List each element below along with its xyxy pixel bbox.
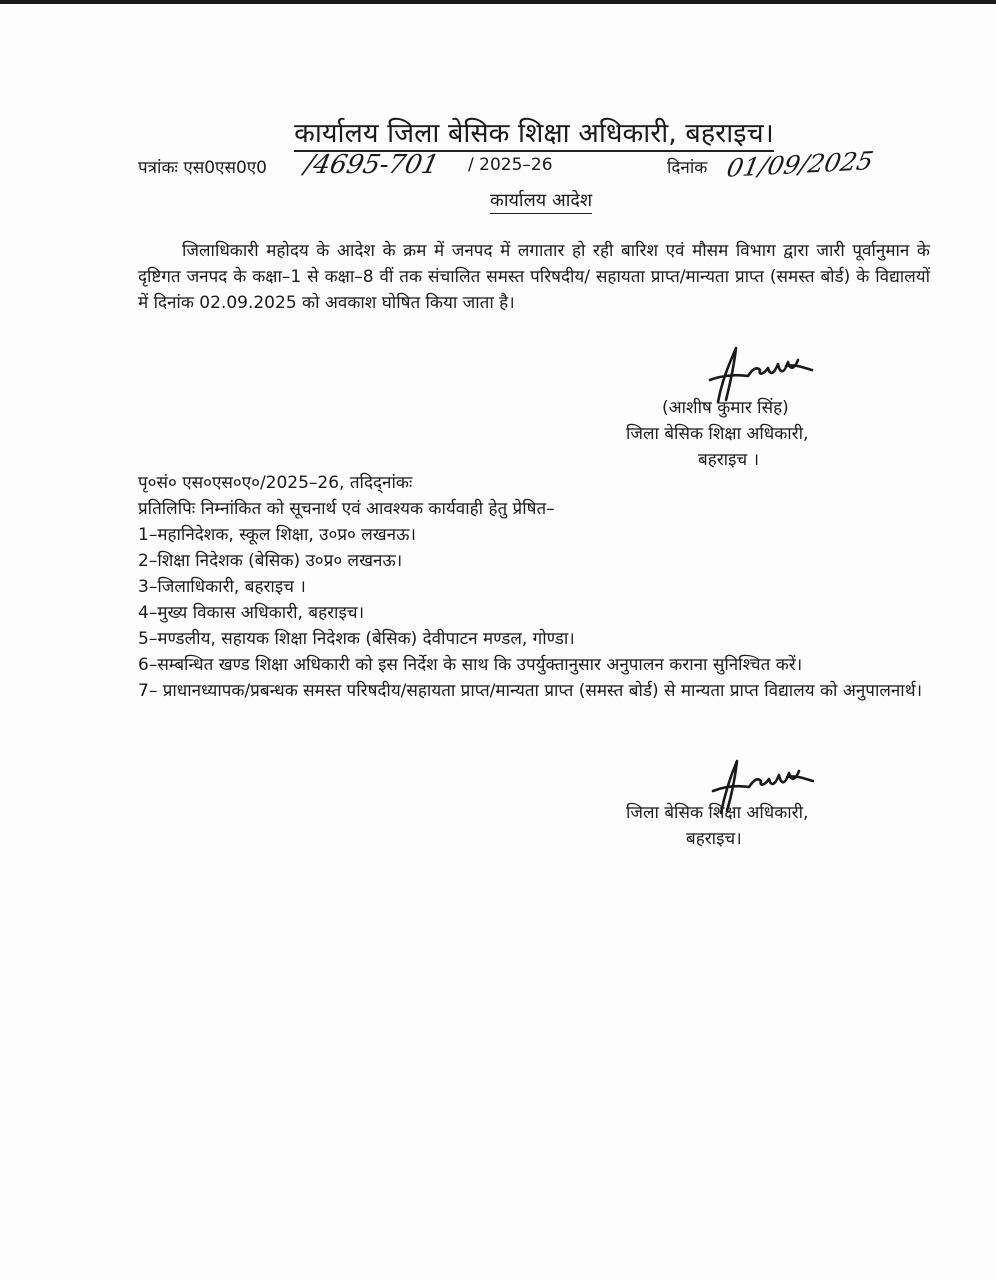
recipient-item: 6–सम्बन्धित खण्ड शिक्षा अधिकारी को इस निर्देश के साथ कि उपर्युक्तानुसार अनुपालन कराना सुनिश्चित करें। bbox=[138, 655, 803, 675]
reference-label: पत्रांकः एस0एस0ए0 bbox=[138, 158, 267, 178]
recipient-item: 5–मण्डलीय, सहायक शिक्षा निदेशक (बेसिक) देवीपाटन मण्डल, गोण्डा। bbox=[138, 629, 575, 649]
signatory-2-designation: जिला बेसिक शिक्षा अधिकारी, bbox=[626, 803, 809, 823]
handwritten-date: 01/09/2025 bbox=[724, 146, 876, 183]
signatory-1-place: बहराइच । bbox=[698, 450, 760, 470]
office-title-text: कार्यालय जिला बेसिक शिक्षा अधिकारी, बहराइच। bbox=[294, 118, 774, 152]
recipient-item: 4–मुख्य विकास अधिकारी, बहराइच। bbox=[138, 603, 365, 623]
recipient-item: 7– प्राधानध्यापक/प्रबन्धक समस्त परिषदीय/सहायता प्राप्त/मान्यता प्राप्त (समस्त बोर्ड) से मान्यता प्राप्त विद्यालय को अनुपालनार्थ। bbox=[138, 681, 923, 701]
order-body: जिलाधिकारी महोदय के आदेश के क्रम में जनपद में लगातार हो रही बारिश एवं मौसम विभाग द्वारा जारी पूर्वानुमान के दृष्टिगत जनपद के कक्षा–1 से कक्षा–8 वीं तक संचालित समस्त परिषदीय/ सहायता प्राप्त/मान्यता प्राप्त (समस्त बोर्ड) के विद्यालयों में दिनांक 02.09.2025 को अवकाश घोषित किया जाता है। bbox=[138, 241, 930, 313]
endorsement-ref-line: पृ०सं० एस०एस०ए०/2025–26, तदिद्नांकः bbox=[138, 473, 413, 493]
office-title bbox=[0, 113, 996, 150]
reference-year: / 2025–26 bbox=[468, 155, 553, 175]
copy-intro: प्रतिलिपिः निम्नांकित को सूचनार्थ एवं आवश्यक कार्यवाही हेतु प्रेषित– bbox=[138, 499, 555, 519]
date-label: दिनांक bbox=[667, 158, 708, 178]
signatory-1-designation: जिला बेसिक शिक्षा अधिकारी, bbox=[626, 424, 809, 444]
recipient-item: 1–महानिदेशक, स्कूल शिक्षा, उ०प्र० लखनऊ। bbox=[138, 525, 416, 545]
recipient-item: 2–शिक्षा निदेशक (बेसिक) उ०प्र० लखनऊ। bbox=[138, 551, 403, 571]
signatory-2-place: बहराइच। bbox=[686, 829, 742, 849]
order-heading: कार्यालय आदेश bbox=[490, 188, 592, 214]
recipient-item: 3–जिलाधिकारी, बहराइच । bbox=[138, 577, 306, 597]
handwritten-reference-number: /4695-701 bbox=[301, 150, 442, 180]
endorsement-block bbox=[138, 470, 930, 704]
signatory-1-name: (आशीष कुमार सिंह) bbox=[662, 398, 789, 418]
